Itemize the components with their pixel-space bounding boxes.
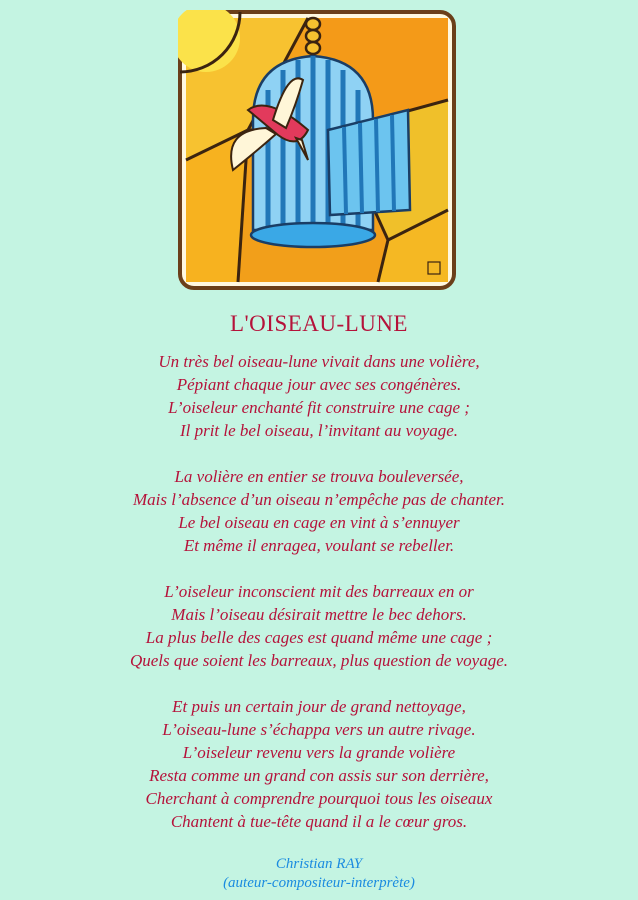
poem-line: L’oiseleur revenu vers la grande volière xyxy=(182,743,456,762)
poem-line: Cherchant à comprendre pourquoi tous les oiseaux xyxy=(145,789,493,808)
poem-line: L’oiseleur enchanté fit construire une cage ; xyxy=(168,398,470,417)
author-name: Christian RAY xyxy=(275,856,363,872)
poem-line: Resta comme un grand con assis sur son derrière, xyxy=(149,766,489,785)
poem-line: Et même il enragea, voulant se rebeller. xyxy=(183,536,455,555)
poem-line: Un très bel oiseau-lune vivait dans une volière, xyxy=(158,352,480,371)
poem-line: Mais l’oiseau désirait mettre le bec dehors. xyxy=(171,605,467,624)
poem-line: Chantent à tue-tête quand il a le cœur gros. xyxy=(170,812,468,831)
poem-line: La volière en entier se trouva bouleversée, xyxy=(174,467,464,486)
poem-line: L’oiseau-lune s’échappa vers un autre rivage. xyxy=(162,720,476,739)
bird-cage-illustration-icon xyxy=(178,10,456,290)
poem-title: L'OISEAU-LUNE xyxy=(229,311,408,336)
stanza xyxy=(0,465,638,557)
poem-line: La plus belle des cages est quand même une cage ; xyxy=(145,628,493,647)
poem-line: Mais l’absence d’un oiseau n’empêche pas de chanter. xyxy=(132,490,505,509)
author-role: (auteur-compositeur-interprète) xyxy=(223,875,415,891)
poem-line: Pépiant chaque jour avec ses congénères. xyxy=(176,375,462,394)
poem-body xyxy=(0,350,638,856)
poem-line: Et puis un certain jour de grand nettoyage, xyxy=(172,697,466,716)
poem-line: Quels que soient les barreaux, plus question de voyage. xyxy=(129,651,509,670)
stanza xyxy=(0,350,638,442)
poem-line: Il prit le bel oiseau, l’invitant au voyage. xyxy=(179,421,459,440)
stanza xyxy=(0,695,638,833)
poem-line: L’oiseleur inconscient mit des barreaux en or xyxy=(164,582,474,601)
author-credit xyxy=(0,855,638,893)
poem-line: Le bel oiseau en cage en vint à s’ennuyer xyxy=(178,513,460,532)
stanza xyxy=(0,580,638,672)
